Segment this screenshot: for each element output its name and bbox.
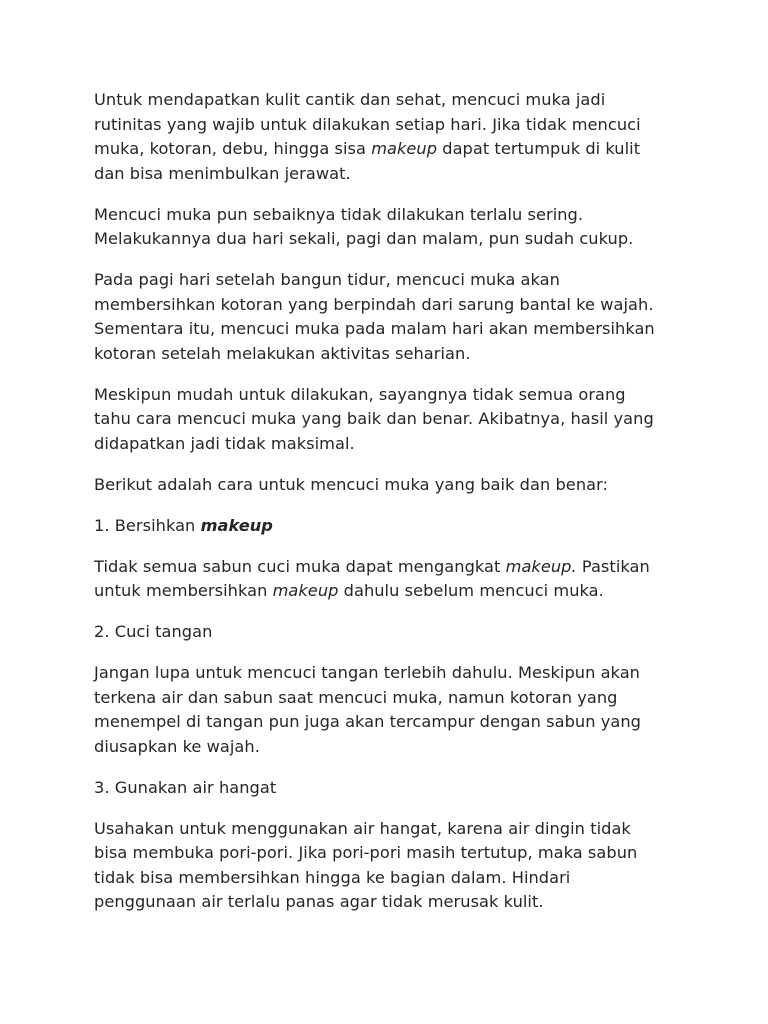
text-line: bisa membuka pori-pori. Jika pori-pori masih tertutup, maka sabun [94,843,638,862]
text-line: membersihkan kotoran yang berpindah dari sarung bantal ke wajah. [94,294,654,314]
step-heading-2 [94,620,684,645]
text-line: menempel di tangan pun juga akan tercampur dengan sabun yang [94,712,641,731]
text-line: 3. Gunakan air hangat [94,777,277,797]
italic-term: makeup [200,515,273,535]
paragraph-intro [94,88,684,186]
text-line: Jangan lupa untuk mencuci tangan terlebih dahulu. Meskipun akan [94,663,640,682]
text-segment: 1. Bersihkan [94,515,201,535]
text-line: dan bisa menimbulkan jerawat. [94,163,351,183]
text-line: Usahakan untuk menggunakan air hangat, karena air dingin tidak [94,818,631,838]
step-body-1 [94,555,684,604]
text-line: Sementara itu, mencuci muka pada malam hari akan membersihkan [94,319,655,338]
document-body [94,88,684,931]
text-line: diusapkan ke wajah. [94,736,260,756]
text-line [94,555,684,580]
text-line: penggunaan air terlalu panas agar tidak merusak kulit. [94,892,544,911]
text-line: didapatkan jadi tidak maksimal. [94,433,355,453]
step-heading-3 [94,776,684,801]
text-line [94,514,684,539]
step-body-2 [94,661,684,759]
text-segment: Tidak semua sabun cuci muka dapat mengangkat [94,556,506,576]
text-line: rutinitas yang wajib untuk dilakukan setiap hari. Jika tidak mencuci [94,114,641,134]
paragraph-list-intro [94,473,684,498]
text-line: tahu cara mencuci muka yang baik dan benar. Akibatnya, hasil yang [94,409,654,428]
text-line: Berikut adalah cara untuk mencuci muka yang baik dan benar: [94,474,609,494]
text-line: 2. Cuci tangan [94,622,213,641]
step-body-3 [94,817,684,915]
step-heading-1 [94,514,684,539]
text-line: Untuk mendapatkan kulit cantik dan sehat, mencuci muka jadi [94,90,606,109]
text-line: Mencuci muka pun sebaiknya tidak dilakukan terlalu sering. [94,204,584,224]
paragraph-morning-night [94,268,684,366]
text-line: kotoran setelah melakukan aktivitas seharian. [94,343,471,363]
text-line: tidak bisa membersihkan hingga ke bagian dalam. Hindari [94,867,571,887]
italic-term: makeup [272,581,339,600]
paragraph-not-everyone-knows [94,383,684,457]
text-segment: dahulu sebelum mencuci muka. [338,581,604,600]
text-segment: untuk membersihkan [94,581,273,600]
text-line: terkena air dan sabun saat mencuci muka, namun kotoran yang [94,687,618,707]
text-line: Melakukannya dua hari sekali, pagi dan malam, pun sudah cukup. [94,229,634,248]
text-segment: Pastikan [576,556,650,576]
italic-term: makeup. [505,556,577,576]
text-line [94,137,684,162]
text-segment: dapat tertumpuk di kulit [437,139,641,158]
paragraph-frequency [94,203,684,252]
text-line [94,579,684,604]
text-segment: muka, kotoran, debu, hingga sisa [94,139,372,158]
text-line: Pada pagi hari setelah bangun tidur, mencuci muka akan [94,270,560,289]
italic-term: makeup [371,139,438,158]
text-line: Meskipun mudah untuk dilakukan, sayangnya tidak semua orang [94,384,626,404]
